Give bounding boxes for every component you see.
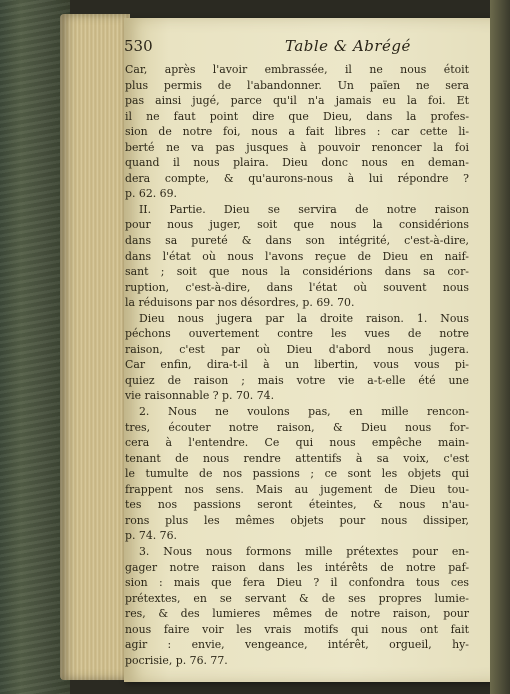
text-line: cera à l'entendre. Ce qui nous empêche main- (125, 436, 469, 450)
text-line: p. 62. 69. (125, 187, 177, 201)
text-line: nous faire voir les vrais motifs qui nous ont fait (125, 622, 469, 636)
text-line: dans sa pureté & dans son intégrité, c'est-à-dire, (125, 234, 469, 248)
text-line: quand il nous plaira. Dieu donc nous en deman- (125, 156, 469, 170)
text-line: pas ainsi jugé, parce qu'il n'a jamais eu la foi. Et (125, 94, 469, 108)
text-line: raison, c'est par où Dieu d'abord nous jugera. (125, 342, 469, 356)
text-line: dera compte, & qu'aurons-nous à lui répondre ? (125, 171, 469, 185)
text-line: sion : mais que fera Dieu ? il confondra tous ces (125, 576, 469, 590)
text-line: ruption, c'est-à-dire, dans l'état où souvent nous (125, 280, 469, 294)
text-line: tes nos passions seront éteintes, & nous n'au- (125, 498, 469, 512)
text-line: sant ; soit que nous la considérions dans sa cor- (125, 265, 469, 279)
running-title: Table & Abrégé (285, 37, 411, 55)
text-line: dans l'état où nous l'avons reçue de Dieu en naif- (125, 249, 469, 263)
text-line: II. Partie. Dieu se servira de notre raison (139, 202, 469, 216)
text-line: res, & des lumieres mêmes de notre raison, pour (125, 607, 469, 621)
text-line: la réduisons par nos désordres, p. 69. 70. (125, 296, 355, 310)
text-line: le tumulte de nos passions ; ce sont les objets qui (125, 467, 469, 481)
text-line: p. 74. 76. (125, 529, 177, 543)
text-line: pocrisie, p. 76. 77. (125, 653, 228, 667)
text-line: plus permis de l'abandonner. Un païen ne sera (125, 78, 469, 92)
text-line: sion de notre foi, nous a fait libres : car cette li- (125, 125, 469, 139)
text-line: il ne faut point dire que Dieu, dans la profes- (125, 109, 469, 123)
text-line: péchons ouvertement contre les vues de notre (125, 327, 469, 341)
text-line: vie raisonnable ? p. 70. 74. (125, 389, 275, 403)
text-line: Car, après l'avoir embrassée, il ne nous étoit (125, 63, 469, 76)
text-line: Car enfin, dira-t-il à un libertin, vous vous pi- (125, 358, 469, 372)
text-line: frappent nos sens. Mais au jugement de Dieu tou- (125, 482, 469, 496)
text-line: Dieu nous jugera par la droite raison. 1. Nous (139, 311, 469, 325)
text-line: 2. Nous ne voulons pas, en mille rencon- (139, 405, 469, 419)
page-number: 530 (124, 37, 153, 55)
text-line: rons plus les mêmes objets pour nous dissiper, (125, 513, 469, 527)
text-line: quiez de raison ; mais votre vie a-t-elle été une (125, 373, 469, 387)
text-line: 3. Nous nous formons mille prétextes pour en- (139, 544, 469, 558)
text-line: tres, écouter notre raison, & Dieu nous for- (125, 420, 469, 434)
text-line: gager notre raison dans les intérêts de notre paf- (125, 560, 469, 574)
text-line: berté ne va pas jusques à pouvoir renoncer la foi (125, 140, 469, 154)
page-edges (60, 14, 130, 680)
text-line: agir : envie, vengeance, intérêt, orgueil, hy- (125, 638, 469, 652)
body-text (125, 62, 469, 668)
text-line: prétextes, en se servant & de ses propres lumie- (125, 591, 469, 605)
text-line: pour nous juger, soit que nous la considérions (125, 218, 469, 232)
text-line: tenant de nous rendre attentifs à sa voix, c'est (125, 451, 469, 465)
facing-page-edge (490, 0, 510, 694)
